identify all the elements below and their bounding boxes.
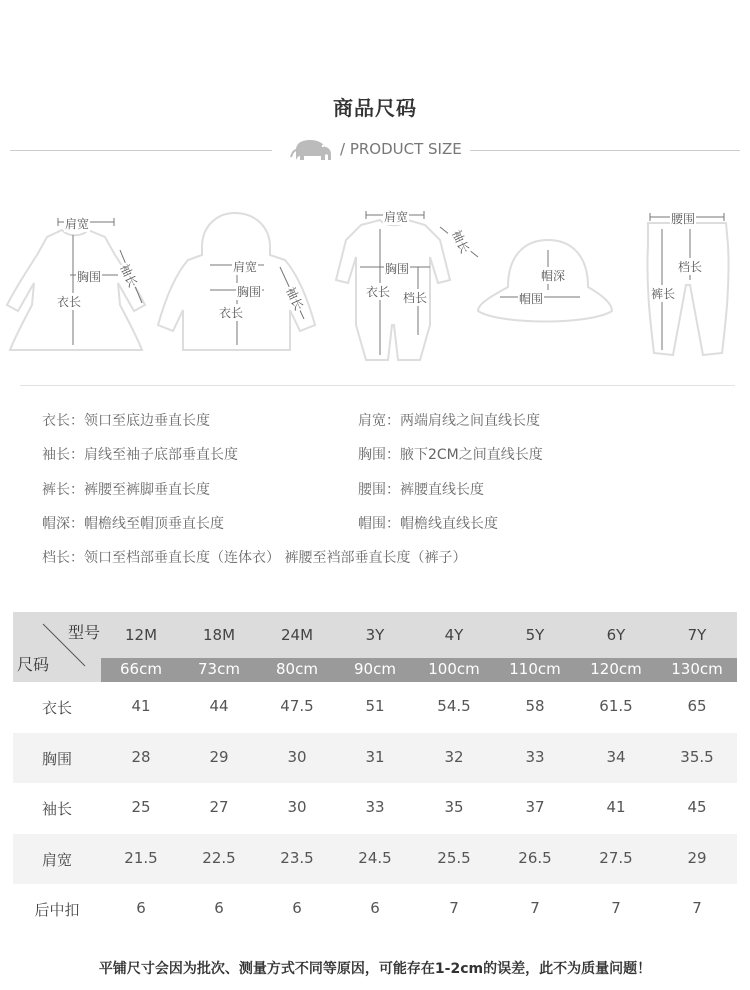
table-cell: 35 — [444, 798, 464, 816]
table-cell: 6 — [214, 899, 224, 917]
dress-shoulder-label: 肩宽 — [65, 217, 90, 231]
size-header: 4Y — [444, 626, 464, 644]
dress-length-label: 衣长 — [57, 295, 82, 309]
elephant-icon — [290, 138, 336, 164]
romper-crotch-label: 档长 — [403, 291, 428, 305]
table-cell: 29 — [209, 747, 229, 766]
table-cell: 6 — [370, 899, 380, 917]
height-header: 120cm — [590, 660, 642, 678]
size-header: 5Y — [525, 626, 545, 644]
table-cell: 58 — [525, 697, 545, 715]
subtitle-line-right — [470, 150, 740, 151]
table-row-shoulder — [13, 834, 737, 885]
table-cell: 7 — [530, 899, 540, 917]
table-cell: 51 — [365, 697, 385, 715]
desc-chest: 胸围：腋下2CM之间直线长度 — [358, 447, 543, 463]
table-cell: 7 — [449, 899, 459, 917]
row-label: 袖长 — [41, 800, 72, 818]
page-title: 商品尺码 — [333, 96, 417, 120]
table-cell: 30 — [287, 747, 307, 766]
table-cell: 32 — [444, 747, 464, 766]
romper-length-label: 衣长 — [366, 285, 391, 299]
height-header: 130cm — [671, 660, 723, 678]
desc-hat-circumference: 帽围：帽檐线直线长度 — [358, 516, 498, 532]
table-row-chest — [13, 733, 737, 784]
table-cell: 22.5 — [202, 848, 236, 867]
table-cell: 24.5 — [358, 848, 392, 867]
desc-pants-length: 裤长：裤腰至裤脚垂直长度 — [42, 482, 210, 498]
subtitle-row — [10, 138, 740, 162]
table-cell: 41 — [606, 798, 626, 816]
size-header: 12M — [124, 626, 158, 644]
table-cell: 25.5 — [437, 848, 471, 867]
table-cell: 7 — [611, 899, 621, 917]
table-cell: 35.5 — [680, 747, 714, 766]
romper-shoulder-label: 肩宽 — [384, 210, 409, 224]
romper-sleeve-label: 袖长 — [448, 226, 474, 257]
table-cell: 30 — [287, 798, 307, 816]
table-cell: 37 — [525, 798, 545, 816]
romper-chest-label: 胸围 — [385, 262, 410, 276]
size-header: 7Y — [687, 626, 707, 644]
desc-waist: 腰围：裤腰直线长度 — [358, 482, 484, 498]
table-cell: 21.5 — [124, 848, 158, 867]
pants-length-label: 裤长 — [651, 287, 676, 301]
table-cell: 33 — [365, 798, 385, 816]
desc-crotch: 档长：领口至档部垂直长度（连体衣） 裤腰至裆部垂直长度（裤子） — [42, 550, 467, 566]
measurement-note: 平铺尺寸会因为批次、测量方式不同等原因，可能存在1-2cm的误差，此不为质量问题！ — [98, 961, 652, 977]
height-header: 80cm — [276, 660, 318, 678]
table-cell: 47.5 — [280, 697, 314, 715]
table-cell: 23.5 — [280, 848, 314, 867]
table-cell: 65 — [687, 697, 707, 715]
hat-depth-label: 帽深 — [541, 269, 566, 283]
table-header — [13, 612, 737, 682]
table-cell: 44 — [209, 697, 229, 715]
size-header: 18M — [202, 626, 236, 644]
corner-model-label: 型号 — [68, 623, 101, 642]
dress-sleeve-label: 袖长 — [116, 260, 142, 291]
size-header: 24M — [280, 626, 314, 644]
table-row-length — [13, 682, 737, 733]
table-cell: 27 — [209, 798, 229, 816]
height-header: 100cm — [428, 660, 480, 678]
section-divider — [20, 385, 735, 386]
height-header-row — [101, 658, 737, 682]
height-header: 66cm — [120, 660, 162, 678]
height-header: 110cm — [509, 660, 561, 678]
jacket-shoulder-label: 肩宽 — [233, 260, 258, 274]
desc-length: 衣长：领口至底边垂直长度 — [42, 413, 210, 429]
desc-hat-depth: 帽深：帽檐线至帽顶垂直长度 — [42, 516, 224, 532]
desc-sleeve: 袖长：肩线至袖子底部垂直长度 — [42, 447, 238, 463]
table-row-sleeve — [13, 783, 737, 834]
row-label: 衣长 — [41, 699, 72, 717]
garment-illustrations — [0, 195, 750, 370]
table-cell: 34 — [606, 747, 626, 766]
table-cell: 61.5 — [599, 697, 633, 715]
table-cell: 27.5 — [599, 848, 633, 867]
size-header-row — [101, 612, 737, 658]
table-cell: 26.5 — [518, 848, 552, 867]
table-cell: 31 — [365, 747, 385, 766]
table-cell: 54.5 — [437, 697, 471, 715]
table-corner — [13, 612, 101, 682]
height-header: 90cm — [354, 660, 396, 678]
row-label: 胸围 — [41, 749, 72, 768]
height-header: 73cm — [198, 660, 240, 678]
size-table — [13, 612, 737, 935]
jacket-length-label: 衣长 — [219, 306, 244, 320]
product-size-subtitle: / PRODUCT SIZE — [340, 140, 462, 158]
table-row-back-buttons — [13, 884, 737, 935]
subtitle-line-left — [10, 150, 272, 151]
table-cell: 6 — [292, 899, 302, 917]
hat-circumference-label: 帽围 — [519, 292, 544, 306]
dress-chest-label: 胸围 — [77, 270, 102, 284]
table-cell: 41 — [131, 697, 151, 715]
size-header: 3Y — [365, 626, 385, 644]
table-cell: 29 — [687, 848, 707, 867]
table-cell: 28 — [131, 747, 151, 766]
pants-waist-label: 腰围 — [671, 212, 696, 226]
corner-size-label: 尺码 — [17, 655, 50, 674]
jacket-sleeve-label: 袖长 — [282, 283, 308, 314]
table-cell: 7 — [692, 899, 702, 917]
jacket-chest-label: 胸围 — [237, 285, 262, 299]
table-cell: 33 — [525, 747, 545, 766]
row-label: 后中扣 — [34, 901, 80, 919]
pants-crotch-label: 档长 — [678, 260, 703, 274]
table-cell: 25 — [131, 798, 151, 816]
table-cell: 45 — [687, 798, 707, 816]
row-label: 肩宽 — [41, 850, 72, 869]
table-cell: 6 — [136, 899, 146, 917]
desc-shoulder: 肩宽：两端肩线之间直线长度 — [358, 413, 540, 429]
size-header: 6Y — [606, 626, 626, 644]
